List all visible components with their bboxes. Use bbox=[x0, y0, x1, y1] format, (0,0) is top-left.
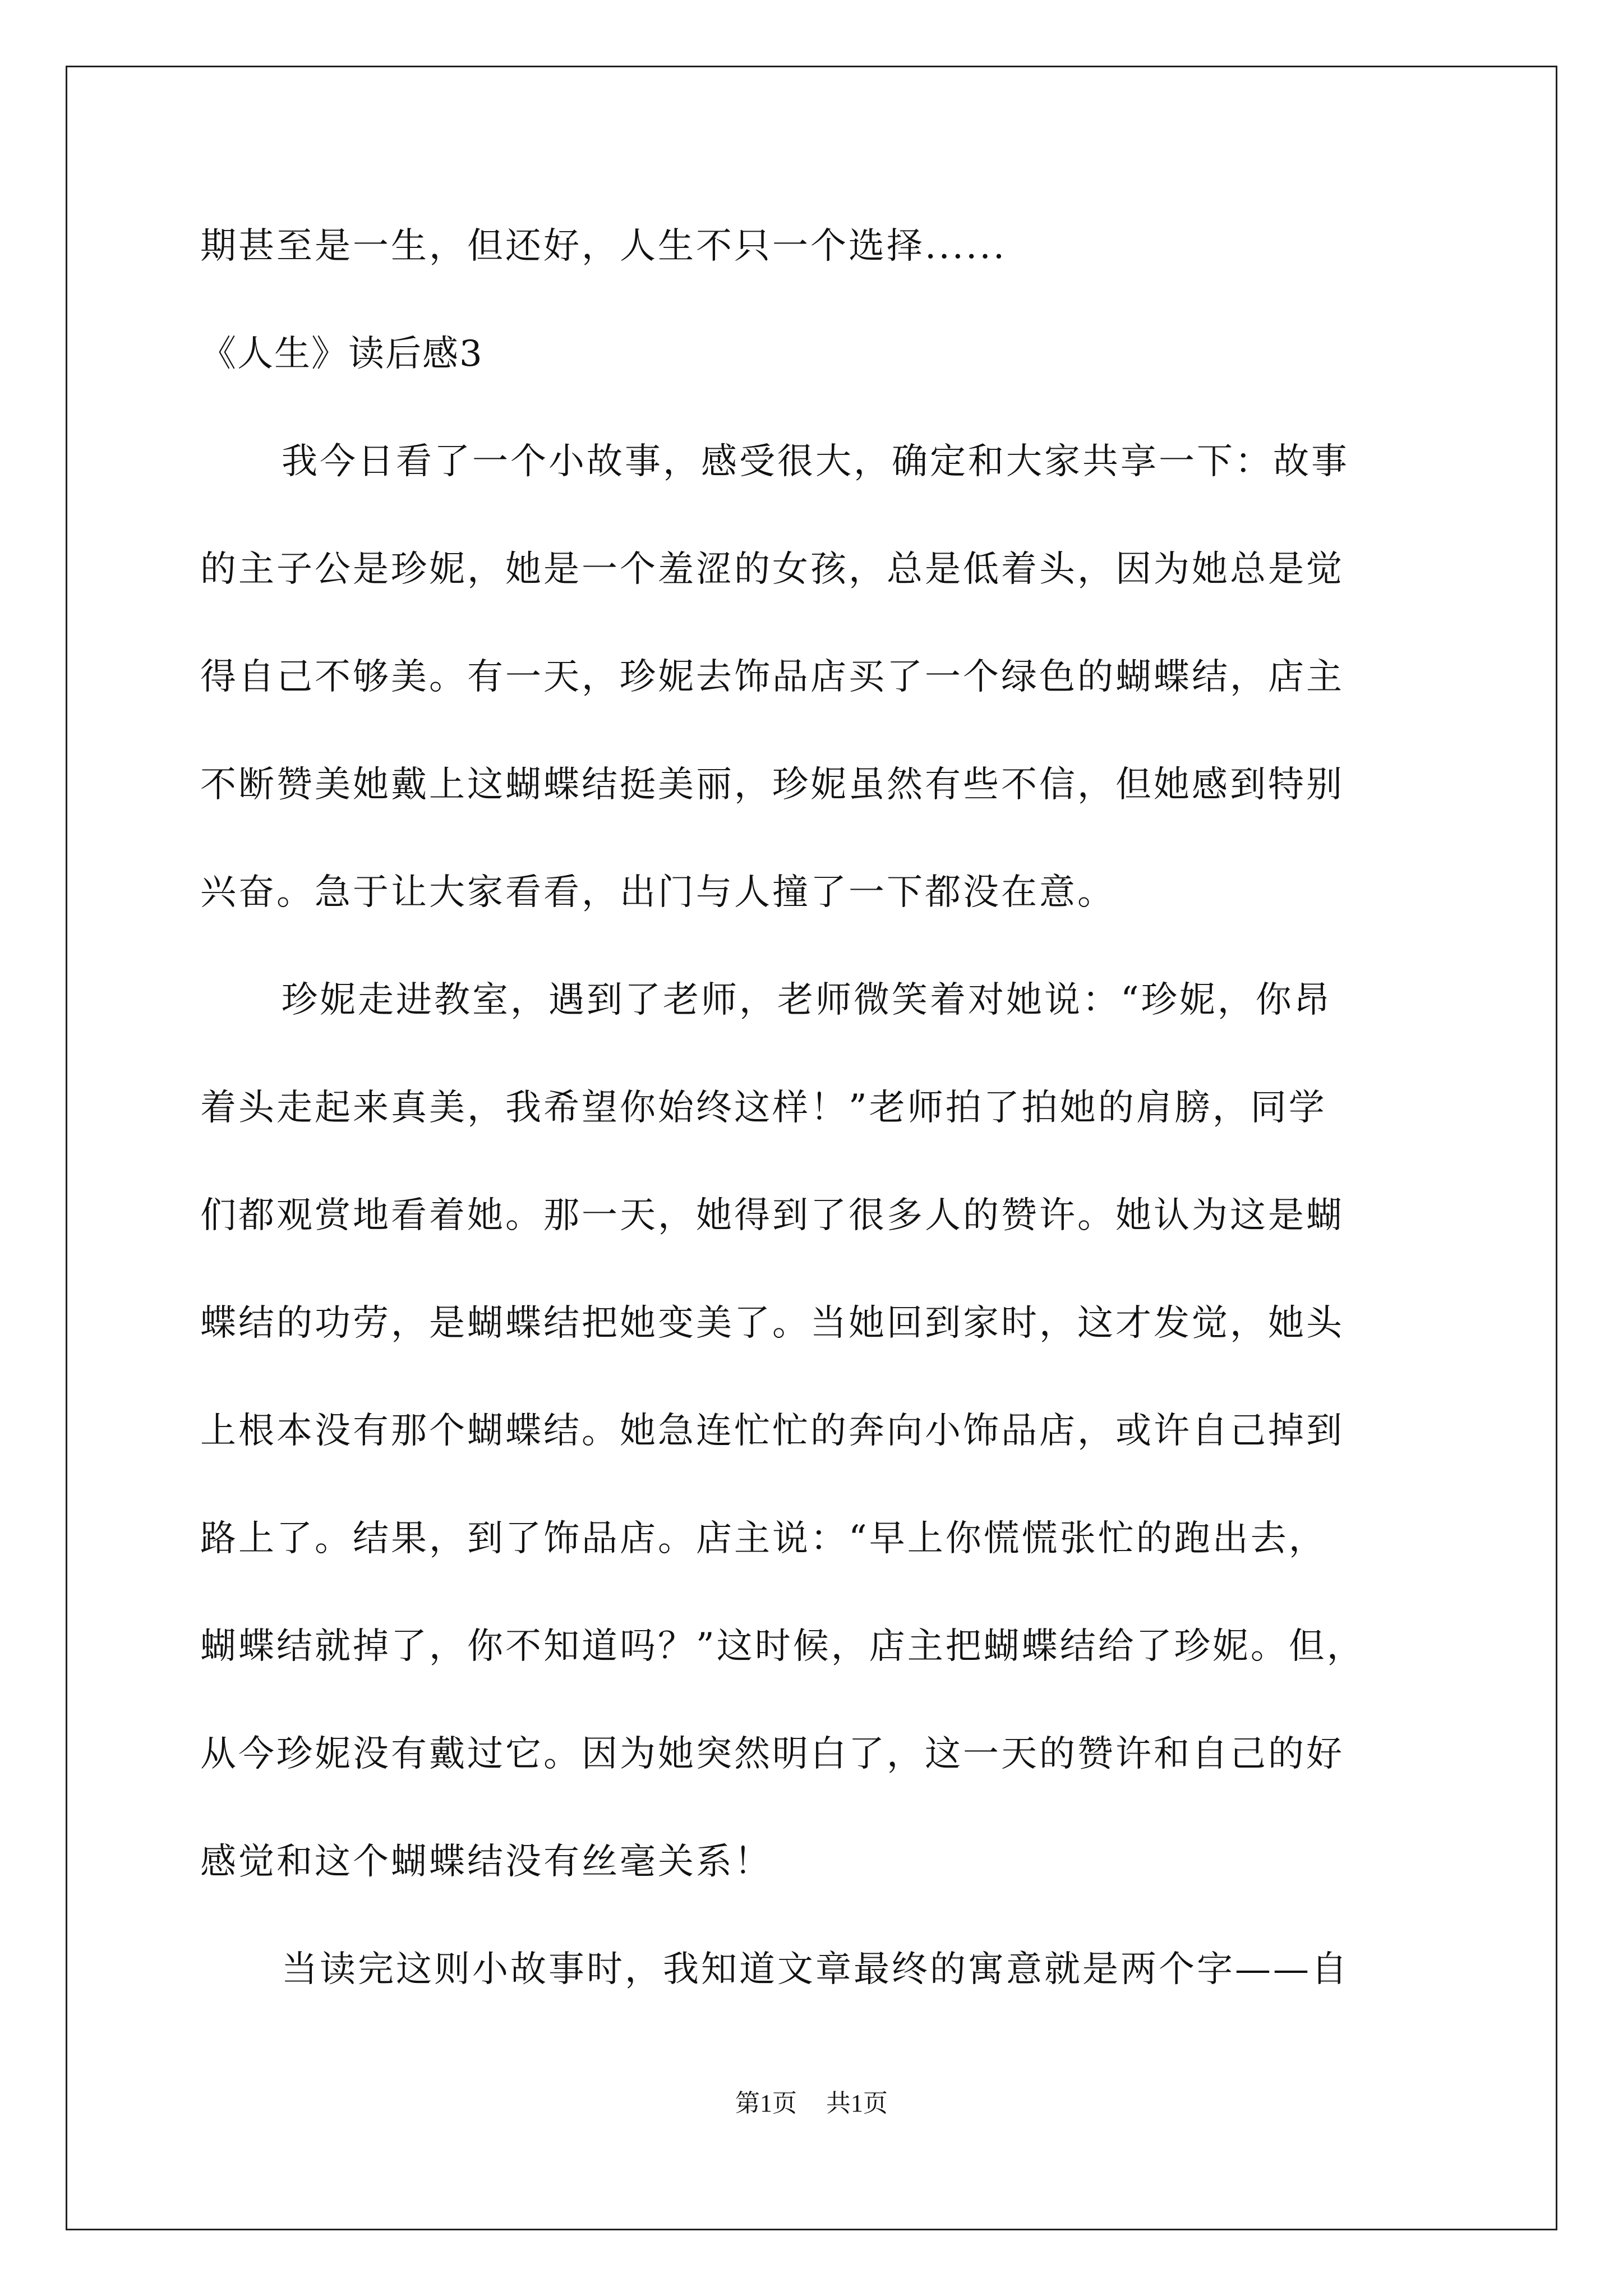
text-line: 们都观赏地看着她。那一天，她得到了很多人的赞许。她认为这是蝴 bbox=[200, 1195, 1344, 1236]
text-line: 上根本没有那个蝴蝶结。她急连忙忙的奔向小饰品店，或许自己掉到 bbox=[200, 1410, 1344, 1452]
text-line: 得自己不够美。有一天，珍妮去饰品店买了一个绿色的蝴蝶结，店主 bbox=[200, 656, 1344, 698]
section-heading: 《人生》读后感3 bbox=[200, 333, 483, 375]
paragraph-first-line: 当读完这则小故事时，我知道文章最终的寓意就是两个字——自 bbox=[282, 1949, 1349, 1990]
text-line: 从今珍妮没有戴过它。因为她突然明白了，这一天的赞许和自己的好 bbox=[200, 1733, 1344, 1775]
paragraph-first-line: 我今日看了一个小故事，感受很大，确定和大家共享一下：故事 bbox=[282, 441, 1349, 482]
page-number: 第1页 bbox=[735, 2090, 797, 2117]
text-line: 不断赞美她戴上这蝴蝶结挺美丽，珍妮虽然有些不信，但她感到特别 bbox=[200, 764, 1344, 806]
paragraph-first-line: 珍妮走进教室，遇到了老师，老师微笑着对她说：“珍妮，你昂 bbox=[282, 979, 1332, 1021]
document-body bbox=[200, 219, 1434, 2050]
page-footer bbox=[0, 2087, 1623, 2120]
text-line: 蝶结的功劳，是蝴蝶结把她变美了。当她回到家时，这才发觉，她头 bbox=[200, 1303, 1344, 1344]
text-line: 的主子公是珍妮，她是一个羞涩的女孩，总是低着头，因为她总是觉 bbox=[200, 549, 1344, 590]
page-total: 共1页 bbox=[826, 2090, 888, 2117]
text-line: 蝴蝶结就掉了，你不知道吗？”这时候，店主把蝴蝶结给了珍妮。但， bbox=[200, 1626, 1365, 1667]
text-line: 路上了。结果，到了饰品店。店主说：“早上你慌慌张忙的跑出去， bbox=[200, 1518, 1327, 1559]
text-line: 感觉和这个蝴蝶结没有丝毫关系！ bbox=[200, 1841, 772, 1883]
text-line: 期甚至是一生，但还好，人生不只一个选择...... bbox=[200, 226, 1007, 267]
text-line: 兴奋。急于让大家看看，出门与人撞了一下都没在意。 bbox=[200, 872, 1115, 913]
text-line: 着头走起来真美，我希望你始终这样！”老师拍了拍她的肩膀，同学 bbox=[200, 1087, 1327, 1129]
